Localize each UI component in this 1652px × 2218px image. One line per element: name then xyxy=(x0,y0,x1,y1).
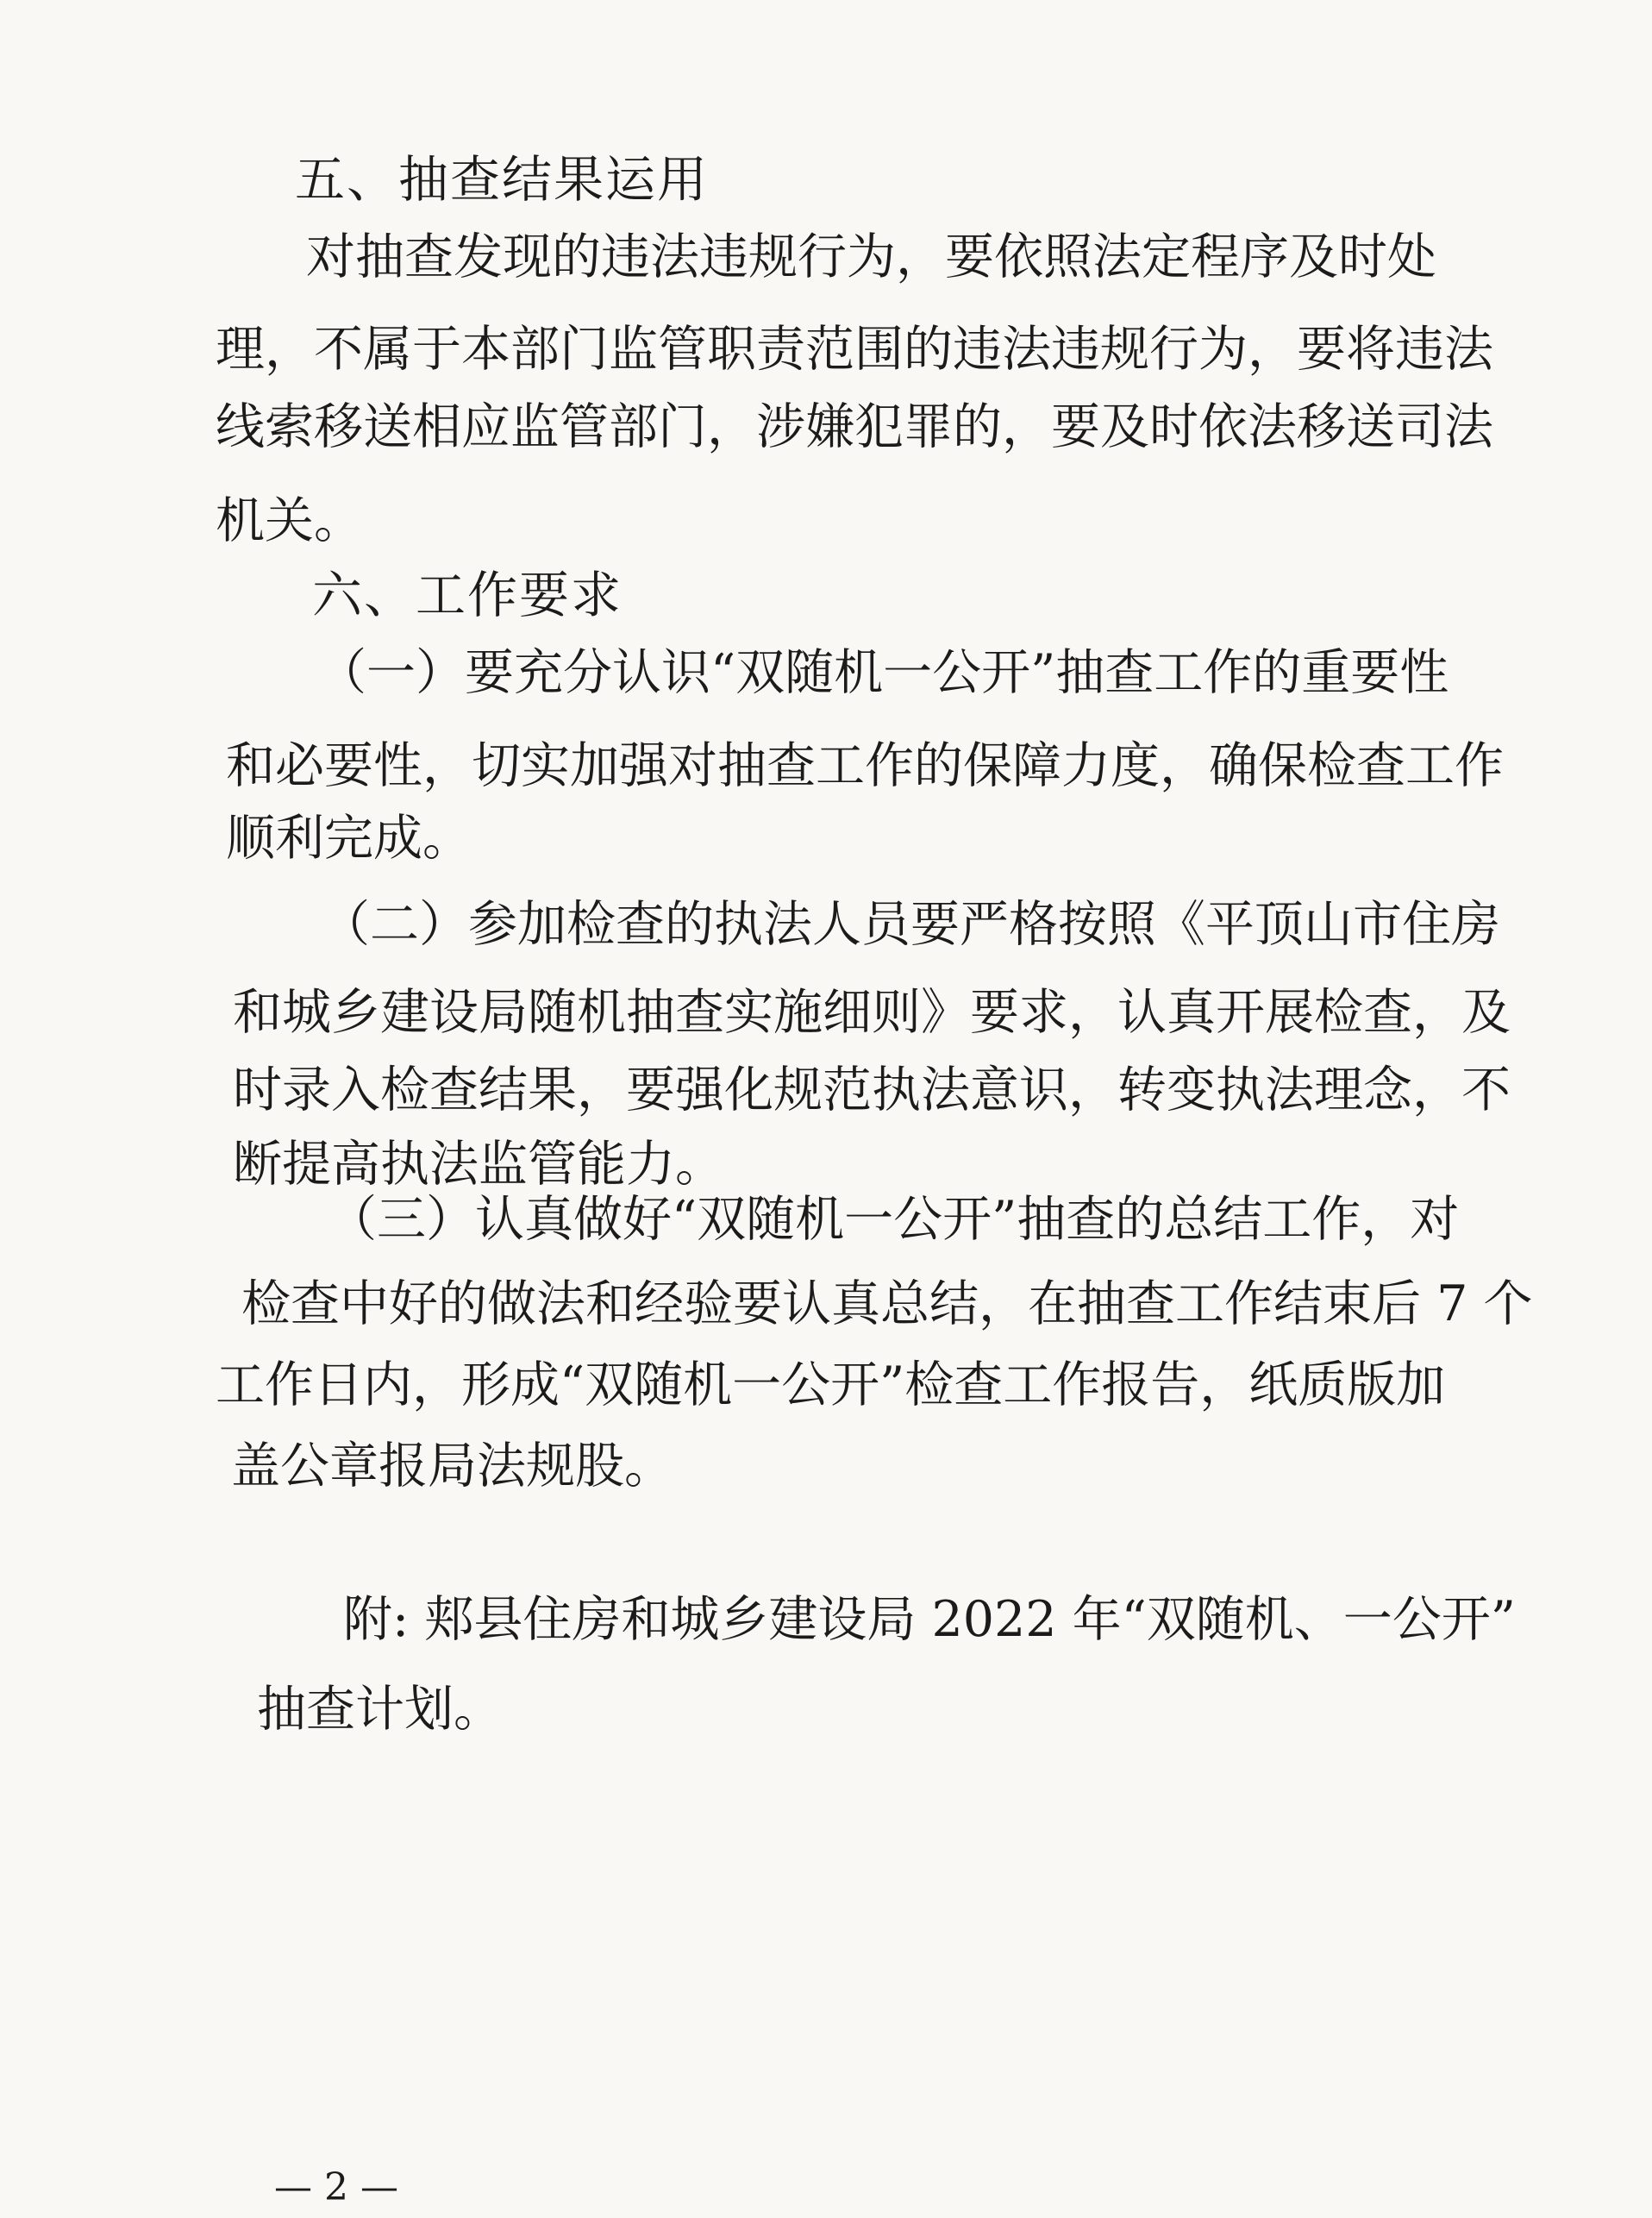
item-2-line-3: 时录入检查结果，要强化规范执法意识，转变执法理念，不 xyxy=(233,1062,1511,1118)
section-5-line-2: 理，不属于本部门监管职责范围的违法违规行为，要将违法 xyxy=(216,321,1493,378)
item-1-line-1: （一）要充分认识“双随机一公开”抽查工作的重要性 xyxy=(317,644,1449,701)
page-number: — 2 — xyxy=(274,2165,398,2209)
attachment-line-1: 附: 郏县住房和城乡建设局 2022 年“双随机、一公开” xyxy=(343,1591,1516,1648)
item-2-line-2: 和城乡建设局随机抽查实施细则》要求，认真开展检查，及 xyxy=(233,984,1511,1041)
section-5-line-3: 线索移送相应监管部门，涉嫌犯罪的，要及时依法移送司法 xyxy=(216,398,1493,455)
item-2-line-1: （二）参加检查的执法人员要严格按照《平顶山市住房 xyxy=(321,896,1500,953)
section-6-heading: 六、工作要求 xyxy=(312,566,623,624)
section-5-line-4: 机关。 xyxy=(216,492,363,549)
item-1-line-3: 顺利完成。 xyxy=(226,810,472,867)
item-3-line-3: 工作日内，形成“双随机一公开”检查工作报告，纸质版加 xyxy=(216,1356,1446,1413)
item-3-line-1: （三）认真做好“双随机一公开”抽查的总结工作，对 xyxy=(328,1191,1460,1248)
item-3-line-4: 盖公章报局法规股。 xyxy=(231,1438,673,1494)
item-2-line-4: 断提高执法监管能力。 xyxy=(233,1136,724,1193)
item-3-line-2: 检查中好的做法和经验要认真总结，在抽查工作结束后 7 个 xyxy=(241,1275,1533,1332)
attachment-line-2: 抽查计划。 xyxy=(257,1681,503,1738)
item-1-line-2: 和必要性，切实加强对抽查工作的保障力度，确保检查工作 xyxy=(226,737,1504,794)
section-5-line-1: 对抽查发现的违法违规行为，要依照法定程序及时处 xyxy=(306,229,1436,285)
section-5-heading: 五、抽查结果运用 xyxy=(295,150,710,209)
